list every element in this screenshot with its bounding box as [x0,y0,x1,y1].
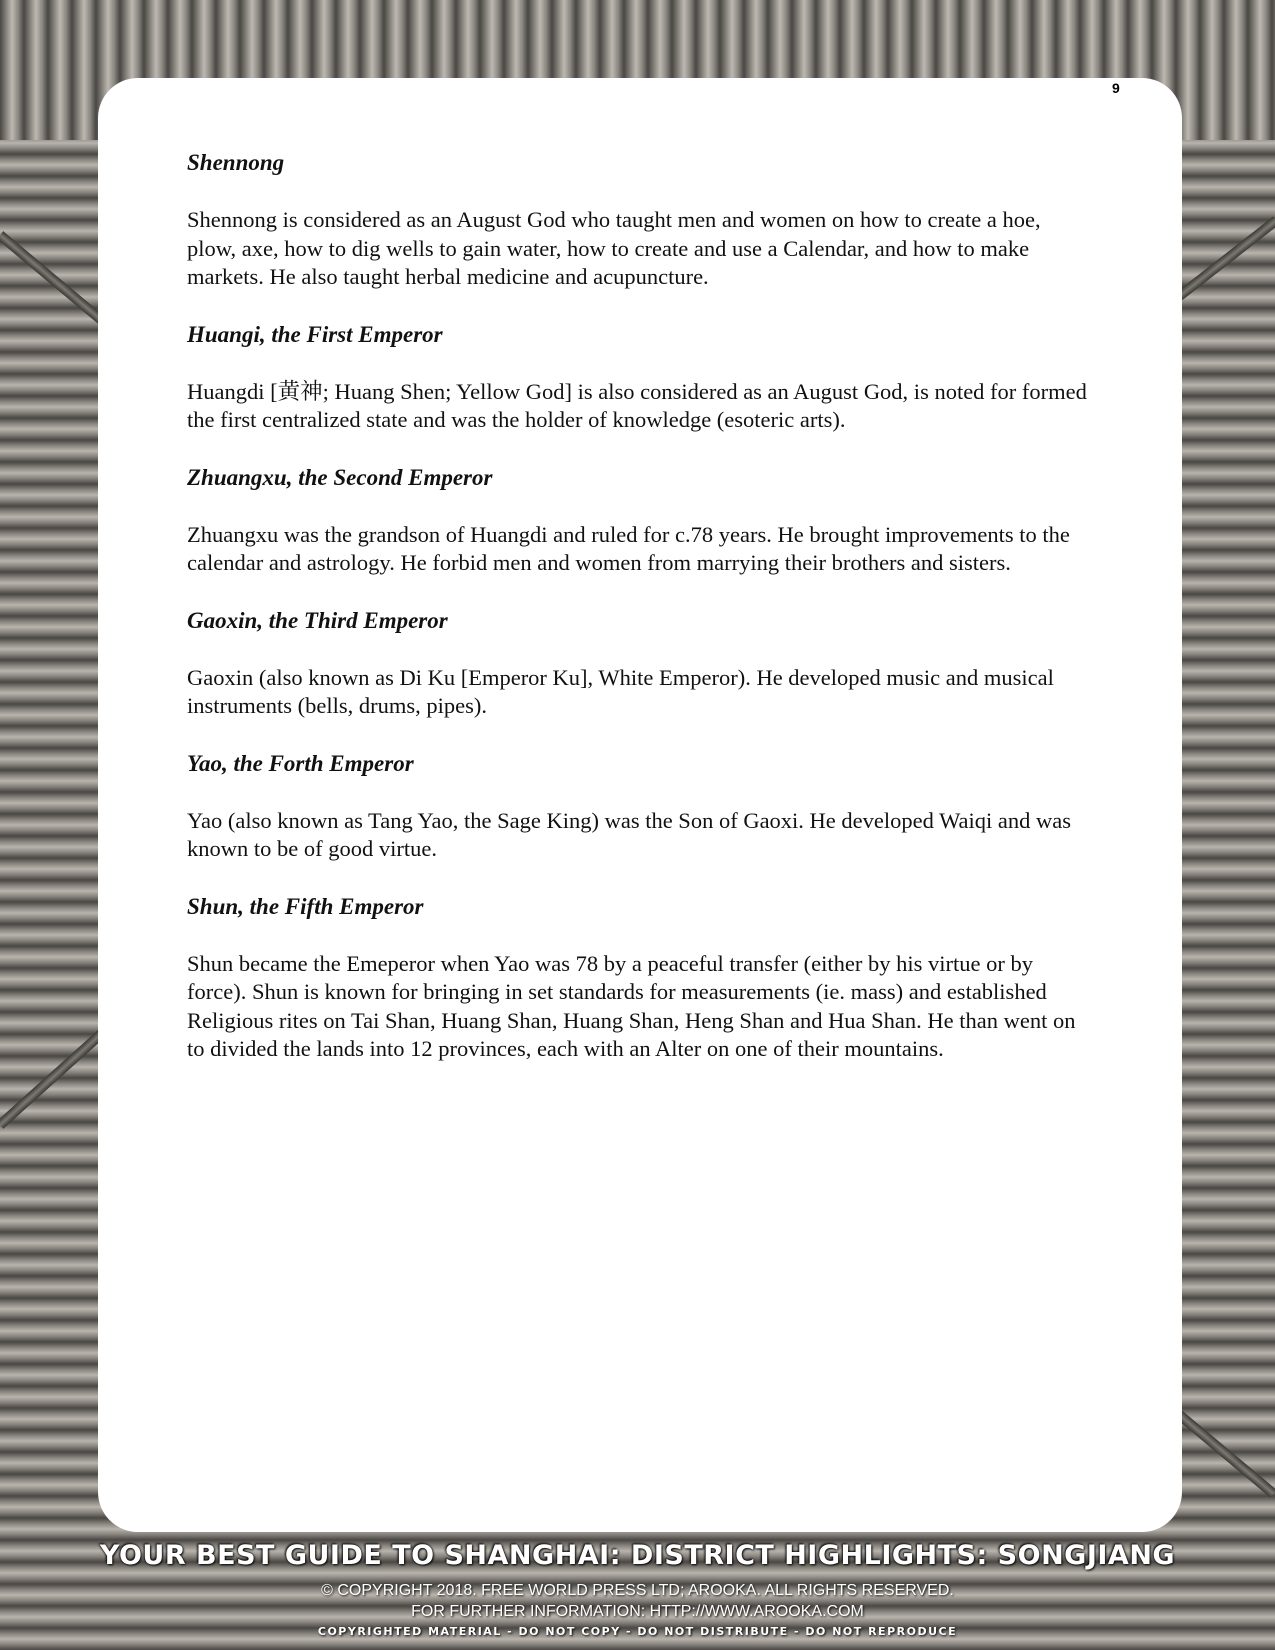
section-heading: Shennong [187,150,285,175]
section-heading: Gaoxin, the Third Emperor [187,607,448,633]
section-shennong [187,148,1087,320]
section-paragraph: Huangdi [黄神; Huang Shen; Yellow God] is also considered as an August God, is noted for formed the first centralized state and was the holder of knowledge (esoteric arts). [187,378,1087,432]
section-first-emperor [187,320,1087,463]
section-paragraph: Yao (also known as Tang Yao, the Sage King) was the Son of Gaoxi. He developed Waiqi and was known to be of good virtue. [187,807,1071,861]
section-paragraph: Shennong is considered as an August God who taught men and women on how to create a hoe, plow, axe, how to dig wells to gain water, how to create and use a Calendar, and how to make markets. He also taught herbal medicine and acupuncture. [187,207,1041,289]
footer-notice: COPYRIGHTED MATERIAL - DO NOT COPY - DO NOT DISTRIBUTE - DO NOT REPRODUCE [317,1625,958,1638]
footer-info: FOR FURTHER INFORMATION: HTTP://WWW.AROOKA.COM [411,1603,864,1620]
section-paragraph: Shun became the Emeperor when Yao was 78 by a peaceful transfer (either by his virtue or by force). Shun is known for bringing in set standards for measurements (ie. mass) and established Religious rites on Tai Shan, Huang Shan, Huang Shan, Heng Shan and Hua Shan. He than went on to divided the lands into 12 provinces, each with an Alter on one of their mountains. [187,950,1076,1061]
section-paragraph: Gaoxin (also known as Di Ku [Emperor Ku], White Emperor). He developed music and musical instruments (bells, drums, pipes). [187,664,1054,718]
document-body [187,148,1087,1064]
section-heading: Yao, the Forth Emperor [187,750,414,776]
section-heading: Zhuangxu, the Second Emperor [187,464,493,490]
section-fifth-emperor [187,892,1087,1064]
section-second-emperor [187,463,1087,606]
section-heading: Huangi, the First Emperor [187,321,443,347]
footer-copyright: © COPYRIGHT 2018. FREE WORLD PRESS LTD; AROOKA. ALL RIGHTS RESERVED. [321,1582,954,1599]
section-fourth-emperor [187,749,1087,892]
footer-title: YOUR BEST GUIDE TO SHANGHAI: DISTRICT HIGHLIGHTS: SONGJIANG [99,1540,1176,1571]
section-paragraph: Zhuangxu was the grandson of Huangdi and ruled for c.78 years. He brought improvements to the calendar and astrology. He forbid men and women from marrying their brothers and sisters. [187,521,1070,575]
section-heading: Shun, the Fifth Emperor [187,893,424,919]
section-third-emperor [187,606,1087,749]
page-number: 9 [1112,80,1120,96]
